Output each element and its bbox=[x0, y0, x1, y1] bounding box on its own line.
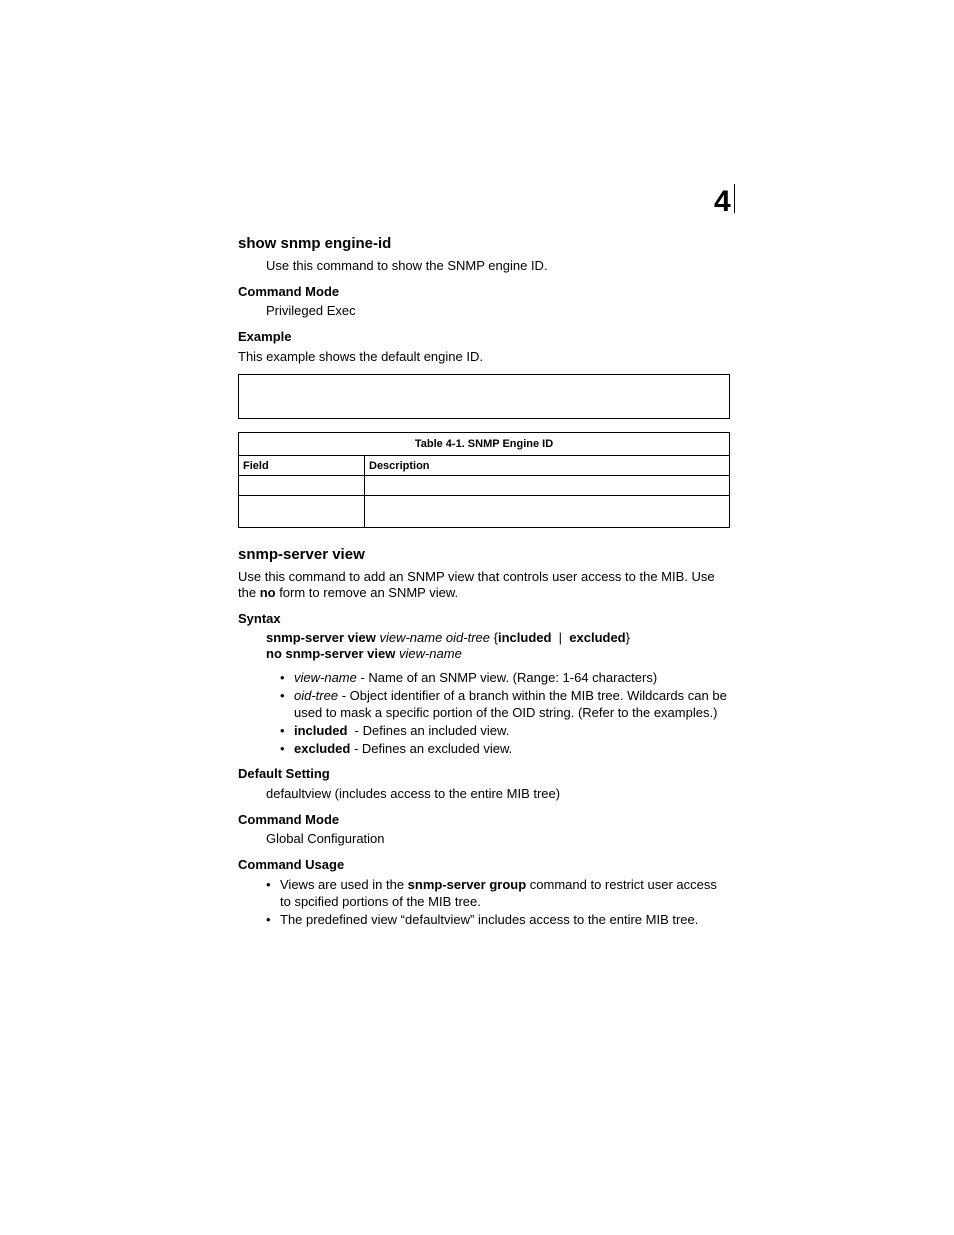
bullet: • bbox=[280, 688, 285, 703]
syntax-command: no snmp-server view bbox=[266, 646, 396, 661]
example-code-box bbox=[238, 374, 730, 419]
bullet: • bbox=[266, 912, 271, 927]
list-item bbox=[280, 687, 730, 721]
default-setting-value: defaultview (includes access to the entire MIB tree) bbox=[266, 786, 561, 801]
param-text: - Defines an excluded view. bbox=[350, 741, 513, 756]
snmp-engine-id-table bbox=[238, 432, 730, 528]
bullet: • bbox=[280, 741, 285, 756]
table-header-field: Field bbox=[239, 456, 365, 476]
table-cell bbox=[365, 496, 730, 528]
command-usage-heading: Command Usage bbox=[238, 857, 345, 872]
bullet: • bbox=[266, 877, 271, 892]
section-title-show-snmp-engine-id: show snmp engine-id bbox=[238, 235, 392, 252]
table-cell bbox=[239, 496, 365, 528]
table-header-description: Description bbox=[365, 456, 730, 476]
usage-list bbox=[266, 876, 730, 929]
usage-bold: snmp-server group bbox=[407, 877, 527, 892]
param-text: - Defines an included view. bbox=[347, 723, 510, 738]
syntax-excluded: excluded bbox=[569, 630, 626, 645]
param-text: - Object identifier of a branch within the MIB tree. Wildcards can be used to mask a specific portion of the OID string. (Refer to the examples.) bbox=[294, 688, 727, 720]
syntax-command: snmp-server view bbox=[266, 630, 376, 645]
usage-text: Views are used in the bbox=[280, 877, 408, 892]
param-name: included bbox=[294, 723, 348, 738]
syntax-line-1 bbox=[266, 630, 630, 646]
syntax-included: included bbox=[497, 630, 552, 645]
example-text: This example shows the default engine ID. bbox=[238, 349, 483, 364]
table-caption: Table 4-1. SNMP Engine ID bbox=[239, 433, 730, 456]
param-name: view-name bbox=[294, 670, 357, 685]
table-row bbox=[239, 476, 730, 496]
command-mode-value: Global Configuration bbox=[266, 831, 385, 846]
section-title-snmp-server-view: snmp-server view bbox=[238, 546, 365, 563]
syntax-line-2 bbox=[266, 646, 462, 662]
section-description: Use this command to show the SNMP engine ID. bbox=[266, 258, 548, 273]
section-description bbox=[238, 569, 730, 601]
bullet: • bbox=[280, 670, 285, 685]
table-row bbox=[239, 496, 730, 528]
syntax-brace: { bbox=[490, 630, 498, 645]
command-mode-heading: Command Mode bbox=[238, 812, 340, 827]
usage-text: command to restrict user access to spcified portions of the MIB tree. bbox=[280, 877, 717, 909]
list-item bbox=[280, 669, 730, 686]
table-cell bbox=[239, 476, 365, 496]
param-name: excluded bbox=[294, 741, 351, 756]
usage-text: The predefined view “defaultview” includes access to the entire MIB tree. bbox=[280, 912, 699, 927]
syntax-args: view-name oid-tree bbox=[379, 630, 491, 645]
list-item bbox=[266, 876, 730, 910]
syntax-args: view-name bbox=[398, 646, 462, 661]
desc-text: form to remove an SNMP view. bbox=[275, 585, 459, 600]
parameter-list bbox=[280, 669, 730, 758]
list-item bbox=[280, 722, 730, 739]
chapter-number: 4 bbox=[714, 184, 735, 213]
param-text: - Name of an SNMP view. (Range: 1-64 characters) bbox=[356, 670, 658, 685]
list-item bbox=[280, 740, 730, 757]
syntax-brace: } bbox=[625, 630, 630, 645]
syntax-heading: Syntax bbox=[238, 611, 281, 626]
default-setting-heading: Default Setting bbox=[238, 766, 330, 781]
list-item bbox=[266, 911, 730, 928]
command-mode-value: Privileged Exec bbox=[266, 303, 356, 318]
syntax-separator: | bbox=[551, 630, 570, 645]
param-name: oid-tree bbox=[294, 688, 339, 703]
bullet: • bbox=[280, 723, 285, 738]
example-heading: Example bbox=[238, 329, 292, 344]
table-cell bbox=[365, 476, 730, 496]
desc-text: Use this command to add an SNMP view that controls user access to the MIB. Use the bbox=[238, 569, 715, 600]
command-mode-heading: Command Mode bbox=[238, 284, 340, 299]
desc-bold-no: no bbox=[259, 585, 276, 600]
